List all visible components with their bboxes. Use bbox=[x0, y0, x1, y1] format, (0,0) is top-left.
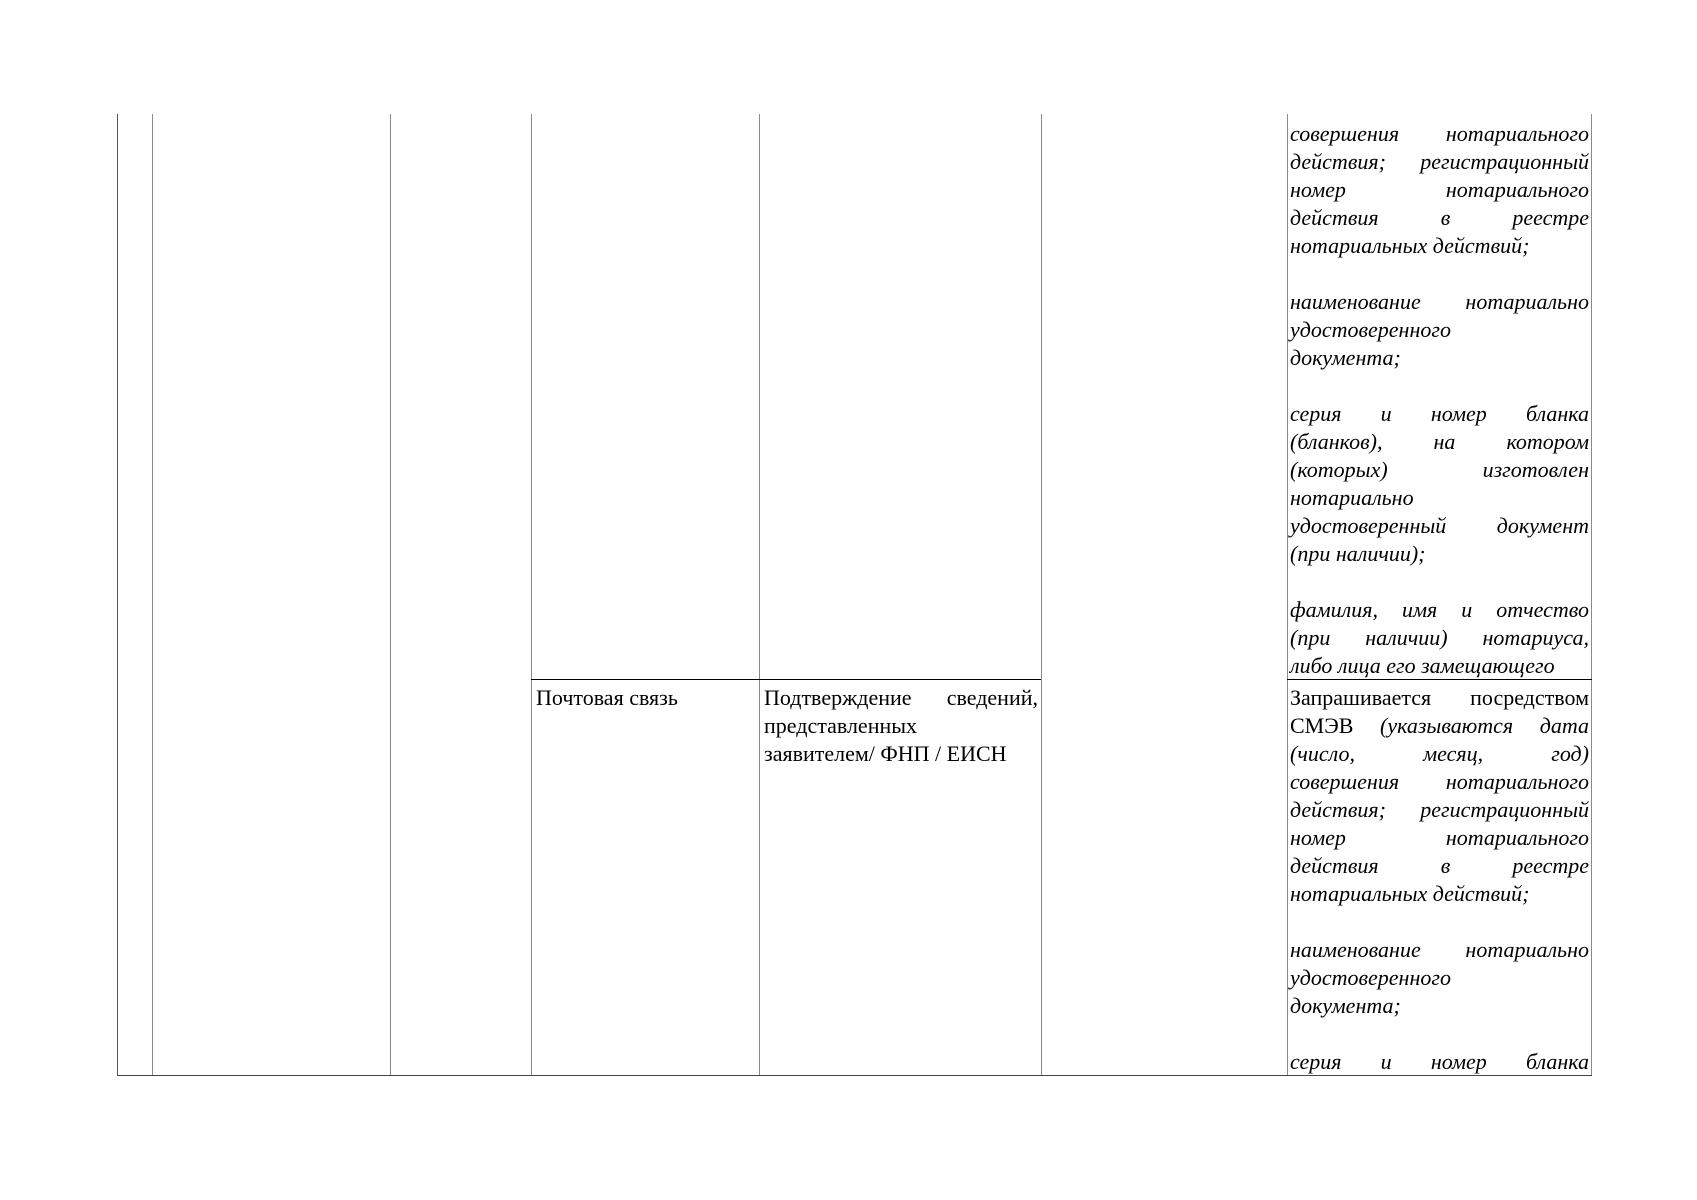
text-line: либо лица его замещающего bbox=[1290, 653, 1555, 678]
text-line: серия и номер бланка bbox=[1290, 401, 1589, 426]
text-line: нотариальных действий; bbox=[1290, 881, 1530, 906]
text-line: действия в реестре bbox=[1290, 205, 1589, 230]
cell-channel-postal bbox=[536, 684, 756, 712]
column-divider-1 bbox=[152, 114, 153, 1075]
text-line: представленных bbox=[764, 713, 918, 738]
cell-requested-details-continued bbox=[1290, 120, 1589, 680]
text-line: нотариально bbox=[1290, 485, 1414, 510]
text-line: наименование нотариально bbox=[1290, 937, 1589, 962]
text-line: фамилия, имя и отчество bbox=[1290, 597, 1589, 622]
text-line: удостоверенного bbox=[1290, 965, 1451, 990]
text-line: документа; bbox=[1290, 993, 1401, 1018]
text-line: (число, месяц, год) bbox=[1290, 741, 1589, 766]
text-line: (при наличии) нотариуса, bbox=[1290, 625, 1589, 650]
text-line: (которых) изготовлен bbox=[1290, 457, 1589, 482]
text-line: удостоверенный документ bbox=[1290, 513, 1589, 538]
text-line: нотариальных действий; bbox=[1290, 233, 1530, 258]
text-line: удостоверенного bbox=[1290, 317, 1451, 342]
column-divider-6 bbox=[1287, 114, 1288, 1075]
table-border-right bbox=[1591, 114, 1592, 1075]
row-separator-left bbox=[531, 679, 1041, 680]
text-line: Запрашивается посредством bbox=[1290, 685, 1589, 710]
text-line: действия; регистрационный bbox=[1290, 797, 1589, 822]
text-line: номер нотариального bbox=[1290, 825, 1589, 850]
column-divider-3 bbox=[531, 114, 532, 1075]
cell-purpose bbox=[764, 684, 1038, 768]
text-line: документа; bbox=[1290, 345, 1401, 370]
text-line: действия в реестре bbox=[1290, 853, 1589, 878]
column-divider-5 bbox=[1041, 114, 1042, 1075]
column-divider-2 bbox=[390, 114, 391, 1075]
text-line: наименование нотариально bbox=[1290, 289, 1589, 314]
text-line: действия; регистрационный bbox=[1290, 149, 1589, 174]
text-line: Подтверждение сведений, bbox=[764, 685, 1038, 710]
text-line: номер нотариального bbox=[1290, 177, 1589, 202]
text-line-mixed: СМЭВ (указываются дата bbox=[1290, 713, 1589, 738]
cell-requested-details bbox=[1290, 684, 1589, 1076]
text-line: заявителем/ ФНП / ЕИСН bbox=[764, 741, 1007, 766]
text-line: совершения нотариального bbox=[1290, 121, 1589, 146]
text-line: совершения нотариального bbox=[1290, 769, 1589, 794]
table-border-left bbox=[117, 114, 118, 1075]
text-line: (бланков), на котором bbox=[1290, 429, 1589, 454]
channel-label: Почтовая связь bbox=[536, 685, 678, 710]
column-divider-4 bbox=[759, 114, 760, 1075]
text-line: серия и номер бланка bbox=[1290, 1049, 1589, 1074]
text-line: (при наличии); bbox=[1290, 541, 1426, 566]
